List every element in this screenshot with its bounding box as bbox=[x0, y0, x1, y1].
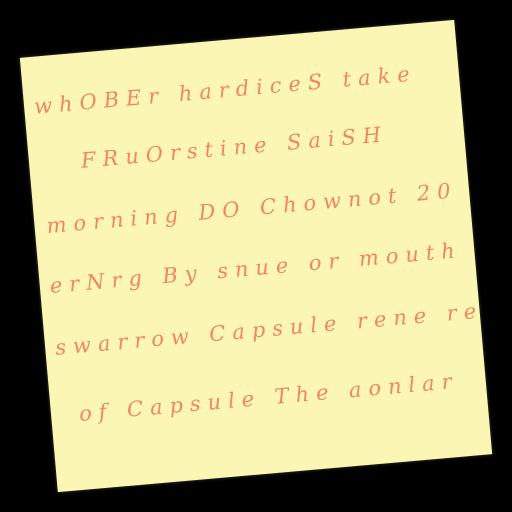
handwritten-line-2: FRuOrstine SaiSH bbox=[79, 122, 389, 173]
handwritten-line-6: of Capsule The aonlar bbox=[78, 368, 460, 426]
handwritten-line-4: erNrg By snue or mouth bbox=[48, 238, 463, 299]
sticky-note bbox=[20, 20, 492, 492]
handwritten-line-5: swarrow Capsule rene re bbox=[54, 298, 485, 360]
handwritten-line-3: morning DO Chownot 20 bbox=[45, 178, 459, 239]
handwritten-line-1: whOBEr hardiceS take bbox=[33, 61, 418, 119]
